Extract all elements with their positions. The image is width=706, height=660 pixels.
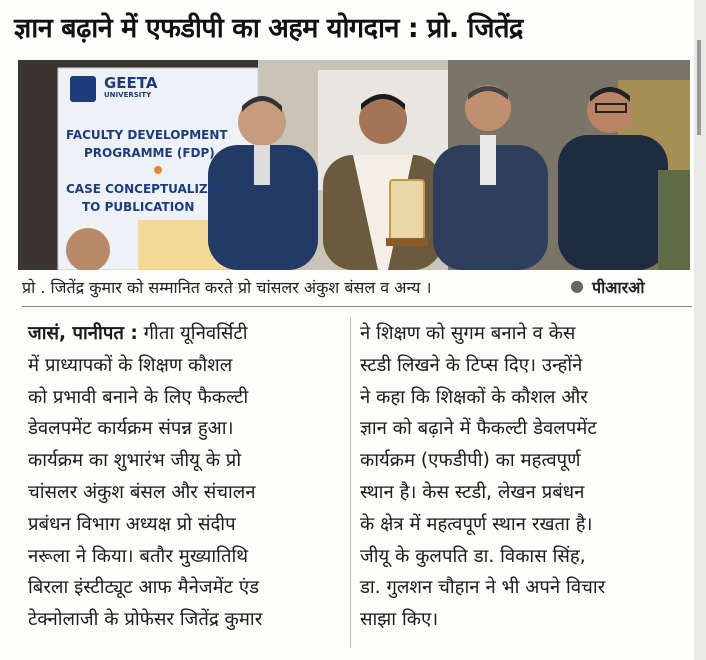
- article-line: बिरला इंस्टीट्यूट आफ मैनेजमेंट एंड: [28, 577, 260, 599]
- dateline: जासं, पानीपत :: [28, 323, 138, 344]
- article-line: ने कहा कि शिक्षकों के कौशल और: [360, 386, 588, 408]
- article-line-text: गीता यूनिवर्सिटी: [137, 323, 248, 344]
- banner-line-1: FACULTY DEVELOPMENT: [66, 128, 228, 142]
- article-line: चांसलर अंकुश बंसल और संचालन: [28, 481, 256, 503]
- news-photo: [18, 60, 690, 270]
- article-line: में प्राध्यापकों के शिक्षण कौशल: [28, 354, 233, 376]
- article-line: प्रबंधन विभाग अध्यक्ष प्रो संदीप: [28, 513, 236, 535]
- page-edge-strip: [694, 0, 706, 660]
- article-line: कार्यक्रम (एफडीपी) का महत्वपूर्ण: [360, 450, 581, 472]
- article-column-right: [360, 318, 680, 636]
- article-line: के क्षेत्र में महत्वपूर्ण स्थान रखता है।: [360, 513, 593, 535]
- article-line: ज्ञान को बढ़ाने में फैकल्टी डेवलपमेंट: [360, 418, 597, 440]
- headline: ज्ञान बढ़ाने में एफडीपी का अहम योगदान : प्रो. जितेंद्र: [14, 13, 523, 44]
- article-line: टेक्नोलाजी के प्रोफेसर जितेंद्र कुमार: [28, 609, 263, 631]
- article-line: नरूला ने किया। बतौर मुख्यातिथि: [28, 545, 249, 567]
- banner-line-2: PROGRAMME (FDP): [84, 146, 215, 160]
- article-line: डेवलपमेंट कार्यक्रम संपन्न हुआ।: [28, 418, 234, 440]
- article-line: डा. गुलशन चौहान ने भी अपने विचार: [360, 577, 606, 599]
- banner-line-4: TO PUBLICATION: [82, 200, 195, 214]
- logo-text: GEETA: [104, 74, 158, 92]
- photo-caption: [22, 276, 692, 307]
- article-line: ने शिक्षण को सुगम बनाने व केस: [360, 323, 576, 344]
- article-column-left: [28, 318, 348, 636]
- article-line: स्थान है। केस स्टडी, लेखन प्रबंधन: [360, 481, 585, 503]
- article-line: जीयू के कुलपति डा. विकास सिंह,: [360, 545, 586, 567]
- logo-subtext: UNIVERSITY: [104, 91, 152, 99]
- article-line: स्टडी लिखने के टिप्स दिए। उन्होंने: [360, 354, 583, 376]
- caption-dot-icon: ●: [570, 276, 584, 295]
- article-line: साझा किए।: [360, 609, 439, 631]
- article-line: [28, 318, 348, 350]
- photo-credit: पीआरओ: [592, 278, 645, 297]
- article-line: को प्रभावी बनाने के लिए फैकल्टी: [28, 386, 249, 408]
- article-line: कार्यक्रम का शुभारंभ जीयू के प्रो: [28, 450, 242, 472]
- caption-text: प्रो . जितेंद्र कुमार को सम्मानित करते प्रो चांसलर अंकुश बंसल व अन्य ।: [22, 278, 432, 297]
- scroll-mark: [697, 40, 701, 135]
- banner-line-3: CASE CONCEPTUALIZA: [66, 182, 217, 196]
- column-divider: [350, 318, 351, 648]
